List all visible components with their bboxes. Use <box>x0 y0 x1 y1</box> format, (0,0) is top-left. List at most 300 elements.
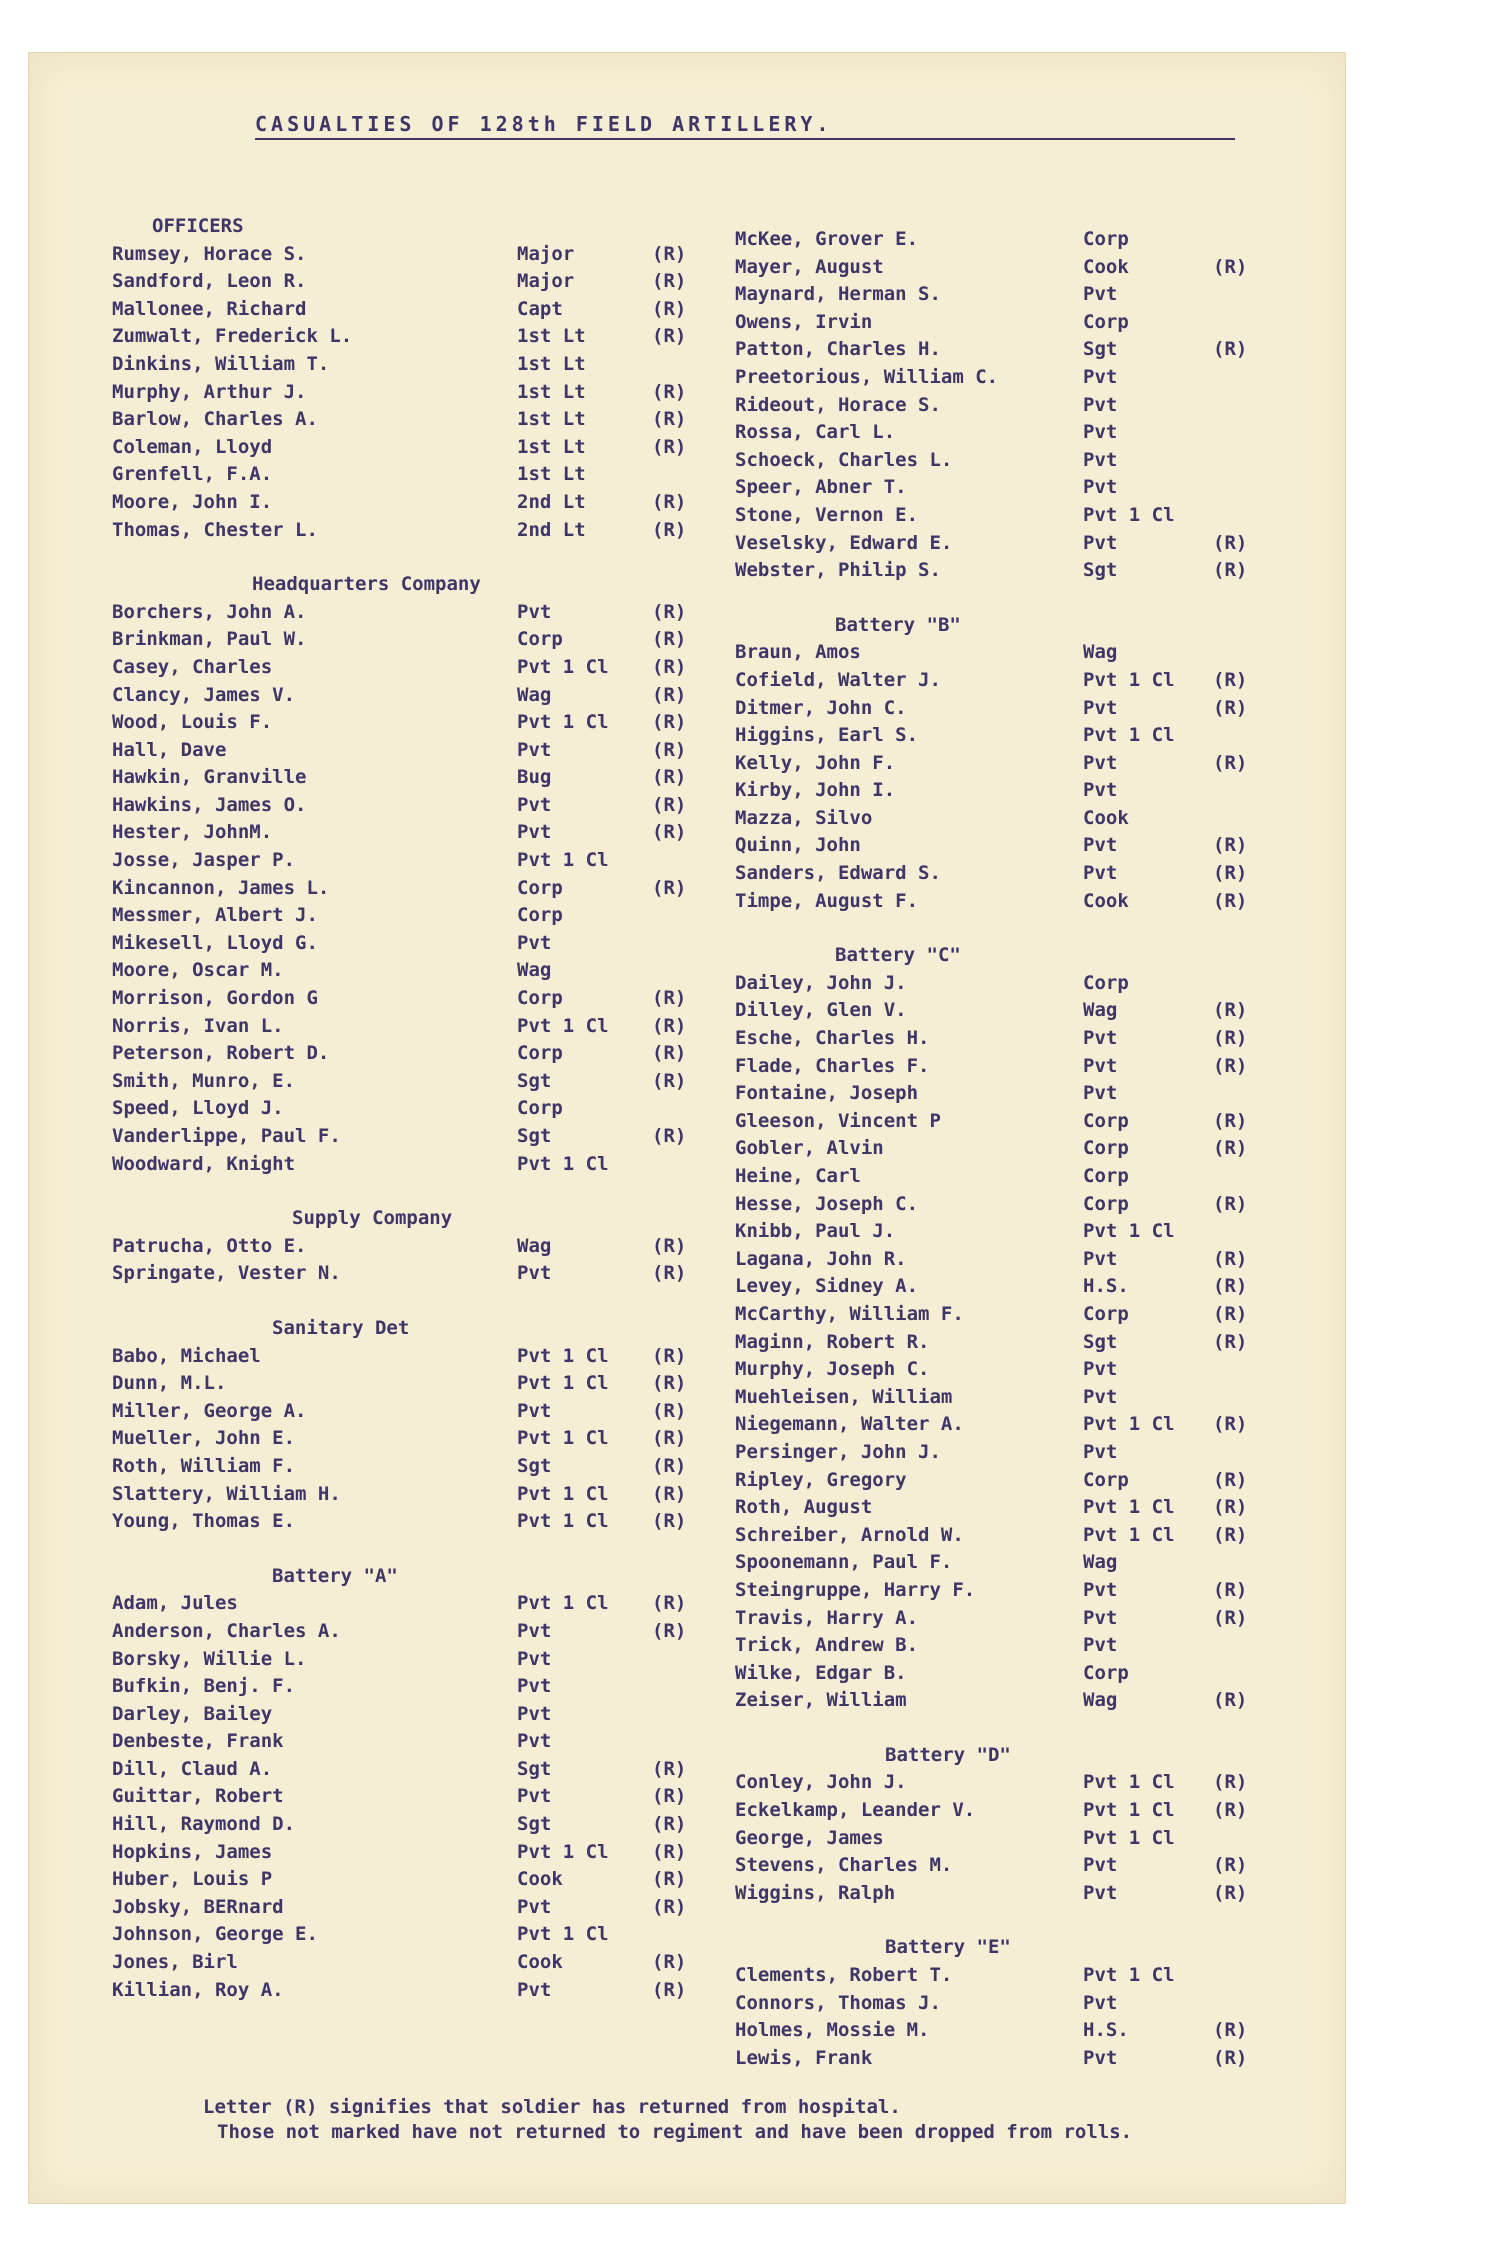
rank: Pvt <box>517 1785 552 1808</box>
rank: Major <box>517 242 575 265</box>
returned-mark: (R) <box>1213 1578 1248 1601</box>
rank: Sgt <box>517 1757 552 1780</box>
returned-mark: (R) <box>1213 1413 1248 1436</box>
soldier-name: Ripley, Gregory <box>735 1468 907 1491</box>
soldier-name: Brinkman, Paul W. <box>112 628 307 651</box>
rank: Pvt <box>1083 1082 1118 1105</box>
rank: Pvt 1 Cl <box>1083 1826 1175 1849</box>
soldier-name: Gleeson, Vincent P <box>735 1109 941 1132</box>
roster-row <box>112 1068 722 1096</box>
returned-mark: (R) <box>652 380 687 403</box>
soldier-name: Ditmer, John C. <box>735 696 907 719</box>
section-heading: Battery "E" <box>885 1936 1011 1959</box>
soldier-name: Adam, Jules <box>112 1592 238 1615</box>
rank: Pvt 1 Cl <box>1083 1220 1175 1243</box>
soldier-name: Webster, Philip S. <box>735 559 941 582</box>
rank: Pvt 1 Cl <box>1083 668 1175 691</box>
roster-row <box>735 1025 1295 1053</box>
soldier-name: Owens, Irvin <box>735 310 873 333</box>
roster-row <box>112 1673 722 1701</box>
returned-mark: (R) <box>1213 338 1248 361</box>
returned-mark: (R) <box>652 683 687 706</box>
soldier-name: Guittar, Robert <box>112 1785 284 1808</box>
rank: Corp <box>517 1042 563 1065</box>
rank: Corp <box>517 876 563 899</box>
soldier-name: Zeiser, William <box>735 1689 907 1712</box>
roster-row <box>112 1123 722 1151</box>
soldier-name: Dinkins, William T. <box>112 352 330 375</box>
soldier-name: Esche, Charles H. <box>735 1027 930 1050</box>
soldier-name: Killian, Roy A. <box>112 1978 284 2001</box>
rank: Pvt <box>517 1895 552 1918</box>
rank: 2nd Lt <box>517 518 586 541</box>
rank: Pvt <box>517 1675 552 1698</box>
roster-row <box>735 805 1295 833</box>
roster-row <box>112 1481 722 1509</box>
soldier-name: George, James <box>735 1826 884 1849</box>
returned-mark: (R) <box>1213 2019 1248 2042</box>
rank: Pvt <box>1083 448 1118 471</box>
returned-mark: (R) <box>1213 668 1248 691</box>
rank: Wag <box>517 683 552 706</box>
rank: Pvt <box>517 1978 552 2001</box>
rank: Pvt 1 Cl <box>1083 724 1175 747</box>
soldier-name: Higgins, Earl S. <box>735 724 919 747</box>
soldier-name: Muehleisen, William <box>735 1385 953 1408</box>
returned-mark: (R) <box>652 1978 687 2001</box>
rank: Pvt <box>517 1262 552 1285</box>
rank: Corp <box>517 1097 563 1120</box>
roster-row <box>112 599 722 627</box>
rank: Pvt <box>517 1730 552 1753</box>
soldier-name: McCarthy, William F. <box>735 1302 964 1325</box>
soldier-name: Connors, Thomas J. <box>735 1991 941 2014</box>
rank: Pvt <box>517 738 552 761</box>
roster-row <box>112 1590 722 1618</box>
roster-row <box>112 902 722 930</box>
returned-mark: (R) <box>652 766 687 789</box>
roster-row <box>735 419 1295 447</box>
roster-row <box>112 1811 722 1839</box>
soldier-name: Sanders, Edward S. <box>735 862 941 885</box>
roster-row <box>735 1108 1295 1136</box>
soldier-name: Trick, Andrew B. <box>735 1634 919 1657</box>
rank: 1st Lt <box>517 435 586 458</box>
roster-row <box>112 1343 722 1371</box>
returned-mark: (R) <box>1213 1496 1248 1519</box>
soldier-name: Denbeste, Frank <box>112 1730 284 1753</box>
returned-mark: (R) <box>652 490 687 513</box>
soldier-name: Niegemann, Walter A. <box>735 1413 964 1436</box>
roster-row <box>735 1880 1295 1908</box>
soldier-name: Roth, William F. <box>112 1454 296 1477</box>
soldier-name: Darley, Bailey <box>112 1702 273 1725</box>
returned-mark: (R) <box>1213 862 1248 885</box>
rank: Pvt <box>1083 1578 1118 1601</box>
rank: Sgt <box>517 1069 552 1092</box>
soldier-name: Maynard, Herman S. <box>735 283 941 306</box>
rank: Pvt <box>1083 1027 1118 1050</box>
soldier-name: Miller, George A. <box>112 1399 307 1422</box>
roster-row <box>735 667 1295 695</box>
returned-mark: (R) <box>652 1592 687 1615</box>
roster-row <box>112 1233 722 1261</box>
rank: Corp <box>1083 228 1129 250</box>
returned-mark: (R) <box>652 600 687 623</box>
rank: Pvt <box>1083 1606 1118 1629</box>
soldier-name: Flade, Charles F. <box>735 1054 930 1077</box>
roster-row <box>735 1384 1295 1412</box>
rank: Sgt <box>517 1813 552 1836</box>
roster-row <box>735 722 1295 750</box>
roster-row <box>735 695 1295 723</box>
rank: Sgt <box>1083 559 1118 582</box>
soldier-name: Mazza, Silvo <box>735 806 873 829</box>
rank: Pvt <box>1083 1440 1118 1463</box>
returned-mark: (R) <box>652 711 687 734</box>
soldier-name: Rumsey, Horace S. <box>112 242 307 265</box>
returned-mark: (R) <box>1213 1109 1248 1132</box>
rank: Wag <box>1083 1551 1118 1574</box>
roster-row <box>112 1040 722 1068</box>
soldier-name: Vanderlippe, Paul F. <box>112 1125 341 1147</box>
roster-row <box>112 1701 722 1729</box>
soldier-name: Preetorious, William C. <box>735 365 999 388</box>
soldier-name: Borchers, John A. <box>112 600 307 623</box>
returned-mark: (R) <box>652 1510 687 1533</box>
rank: 1st Lt <box>517 352 586 375</box>
soldier-name: Veselsky, Edward E. <box>735 531 953 554</box>
soldier-name: Thomas, Chester L. <box>112 518 318 541</box>
section-entries <box>735 970 1295 1715</box>
rank: Pvt <box>517 1399 552 1422</box>
rank: Pvt 1 Cl <box>1083 1496 1175 1519</box>
roster-row <box>112 1260 722 1288</box>
rank: Sgt <box>517 1125 552 1147</box>
soldier-name: Johnson, George E. <box>112 1923 318 1946</box>
returned-mark: (R) <box>652 325 687 348</box>
returned-mark: (R) <box>652 1895 687 1918</box>
roster-row <box>735 447 1295 475</box>
returned-mark: (R) <box>1213 1881 1248 1904</box>
section-entries <box>735 639 1295 915</box>
returned-mark: (R) <box>1213 889 1248 912</box>
rank: Wag <box>1083 1689 1118 1712</box>
soldier-name: Casey, Charles <box>112 655 273 678</box>
roster-row <box>112 1398 722 1426</box>
roster-row <box>735 970 1295 998</box>
rank: Pvt <box>1083 1247 1118 1270</box>
returned-mark: (R) <box>652 1344 687 1367</box>
rank: Pvt 1 Cl <box>517 1482 609 1505</box>
rank: Pvt <box>1083 283 1118 306</box>
rank: Pvt 1 Cl <box>517 1152 609 1175</box>
returned-mark: (R) <box>652 1427 687 1450</box>
rank: Corp <box>1083 1165 1129 1187</box>
returned-mark: (R) <box>1213 1606 1248 1629</box>
soldier-name: Clements, Robert T. <box>735 1964 953 1987</box>
roster-row <box>112 1646 722 1674</box>
roster-row <box>112 1921 722 1949</box>
rank: Corp <box>517 904 563 927</box>
returned-mark: (R) <box>652 1125 687 1147</box>
rank: Pvt <box>1083 1634 1118 1657</box>
returned-mark: (R) <box>1213 696 1248 719</box>
returned-mark: (R) <box>1213 1854 1248 1877</box>
soldier-name: Speer, Abner T. <box>735 476 907 499</box>
roster-row <box>735 1962 1295 1990</box>
soldier-name: Springate, Vester N. <box>112 1262 341 1285</box>
roster-row <box>735 1411 1295 1439</box>
rank: Cook <box>1083 255 1129 278</box>
returned-mark: (R) <box>1213 834 1248 857</box>
returned-mark: (R) <box>1213 1275 1248 1298</box>
returned-mark: (R) <box>1213 1302 1248 1325</box>
soldier-name: Smith, Munro, E. <box>112 1069 296 1092</box>
rank: Cook <box>1083 889 1129 912</box>
soldier-name: Mueller, John E. <box>112 1427 296 1450</box>
rank: Pvt 1 Cl <box>517 1427 609 1450</box>
section-heading: Battery "D" <box>885 1743 1011 1766</box>
returned-mark: (R) <box>652 1951 687 1974</box>
roster-row <box>735 777 1295 805</box>
roster-row <box>735 860 1295 888</box>
roster-row <box>112 241 722 269</box>
returned-mark: (R) <box>652 1454 687 1477</box>
rank: Pvt <box>1083 696 1118 719</box>
rank: Pvt 1 Cl <box>517 1592 609 1615</box>
soldier-name: Wiggins, Ralph <box>735 1881 896 1904</box>
soldier-name: Mallonee, Richard <box>112 297 307 320</box>
rank: Pvt <box>1083 751 1118 774</box>
roster-row <box>735 2017 1295 2045</box>
rank: Sgt <box>517 1454 552 1477</box>
roster-row <box>112 957 722 985</box>
soldier-name: Maginn, Robert R. <box>735 1330 930 1353</box>
returned-mark: (R) <box>652 1868 687 1891</box>
roster-row <box>735 1218 1295 1246</box>
roster-row <box>735 1549 1295 1577</box>
rank: Pvt 1 Cl <box>517 655 609 678</box>
soldier-name: Fontaine, Joseph <box>735 1082 919 1105</box>
soldier-name: Borsky, Willie L. <box>112 1647 307 1670</box>
roster-row <box>735 530 1295 558</box>
roster-row <box>112 1618 722 1646</box>
roster-row <box>735 1632 1295 1660</box>
returned-mark: (R) <box>652 1042 687 1065</box>
returned-mark: (R) <box>652 1840 687 1863</box>
returned-mark: (R) <box>652 1482 687 1505</box>
soldier-name: Babo, Michael <box>112 1344 261 1367</box>
roster-row <box>112 819 722 847</box>
returned-mark: (R) <box>1213 1137 1248 1160</box>
returned-mark: (R) <box>652 1619 687 1642</box>
soldier-name: Heine, Carl <box>735 1165 861 1187</box>
rank: Capt <box>517 297 563 320</box>
soldier-name: Norris, Ivan L. <box>112 1014 284 1037</box>
rank: Corp <box>517 987 563 1010</box>
rank: Pvt <box>517 793 552 816</box>
roster-row <box>735 1990 1295 2018</box>
section-heading: Battery "B" <box>835 613 961 636</box>
soldier-name: Jobsky, BERnard <box>112 1895 284 1918</box>
roster-row <box>735 1605 1295 1633</box>
soldier-name: Knibb, Paul J. <box>735 1220 896 1243</box>
rank: Pvt 1 Cl <box>1083 1523 1175 1546</box>
soldier-name: McKee, Grover E. <box>735 228 919 250</box>
roster-row <box>735 1080 1295 1108</box>
returned-mark: (R) <box>652 518 687 541</box>
returned-mark: (R) <box>652 1234 687 1257</box>
roster-row <box>112 709 722 737</box>
soldier-name: Mayer, August <box>735 255 884 278</box>
soldier-name: Kincannon, James L. <box>112 876 330 899</box>
returned-mark: (R) <box>652 655 687 678</box>
rank: Pvt 1 Cl <box>517 1014 609 1037</box>
section-entries <box>112 241 722 545</box>
roster-row <box>735 1246 1295 1274</box>
soldier-name: Stevens, Charles M. <box>735 1854 953 1877</box>
roster-row <box>112 654 722 682</box>
rank: Pvt 1 Cl <box>1083 1413 1175 1436</box>
soldier-name: Young, Thomas E. <box>112 1510 296 1533</box>
soldier-name: Hall, Dave <box>112 738 227 761</box>
footer-note <box>203 2095 1132 2145</box>
soldier-name: Spoonemann, Paul F. <box>735 1551 953 1574</box>
roster-row <box>735 392 1295 420</box>
soldier-name: Lagana, John R. <box>735 1247 907 1270</box>
soldier-name: Persinger, John J. <box>735 1440 941 1463</box>
rank: Pvt <box>1083 1385 1118 1408</box>
soldier-name: Levey, Sidney A. <box>735 1275 919 1298</box>
returned-mark: (R) <box>652 297 687 320</box>
returned-mark: (R) <box>652 821 687 844</box>
rank: 1st Lt <box>517 408 586 431</box>
rank: Pvt <box>517 600 552 623</box>
roster-row <box>112 1977 722 2005</box>
rank: H.S. <box>1083 1275 1129 1298</box>
returned-mark: (R) <box>1213 559 1248 582</box>
soldier-name: Cofield, Walter J. <box>735 668 941 691</box>
returned-mark: (R) <box>1213 1027 1248 1050</box>
page-title: CASUALTIES OF 128th FIELD ARTILLERY. <box>255 112 1235 140</box>
soldier-name: Barlow, Charles A. <box>112 408 318 431</box>
roster-row <box>112 875 722 903</box>
soldier-name: Dailey, John J. <box>735 971 907 994</box>
soldier-name: Grenfell, F.A. <box>112 463 273 486</box>
roster-row <box>735 474 1295 502</box>
roster-row <box>112 764 722 792</box>
rank: Pvt <box>517 931 552 954</box>
returned-mark: (R) <box>652 1372 687 1395</box>
soldier-name: Kelly, John F. <box>735 751 896 774</box>
rank: Pvt 1 Cl <box>1083 1799 1175 1822</box>
rank: Pvt <box>1083 862 1118 885</box>
rank: Pvt <box>1083 393 1118 416</box>
rank: Corp <box>517 628 563 651</box>
soldier-name: Dilley, Glen V. <box>735 999 907 1022</box>
returned-mark: (R) <box>1213 255 1248 278</box>
soldier-name: Lewis, Frank <box>735 2046 873 2069</box>
section-entries <box>112 1590 722 2004</box>
soldier-name: Dunn, M.L. <box>112 1372 227 1395</box>
soldier-name: Gobler, Alvin <box>735 1137 884 1160</box>
soldier-name: Hawkin, Granville <box>112 766 307 789</box>
soldier-name: Clancy, James V. <box>112 683 296 706</box>
right-column <box>735 226 1295 2072</box>
soldier-name: Slattery, William H. <box>112 1482 341 1505</box>
roster-row <box>112 792 722 820</box>
section-heading: Sanitary Det <box>272 1316 410 1339</box>
roster-row <box>112 1949 722 1977</box>
roster-row <box>735 226 1295 254</box>
roster-row <box>735 832 1295 860</box>
roster-row <box>112 1866 722 1894</box>
rank: Pvt 1 Cl <box>1083 503 1175 526</box>
rank: Pvt 1 Cl <box>517 849 609 872</box>
returned-mark: (R) <box>652 408 687 431</box>
roster-row <box>112 351 722 379</box>
roster-row <box>735 1852 1295 1880</box>
soldier-name: Woodward, Knight <box>112 1152 296 1175</box>
soldier-name: Murphy, Joseph C. <box>735 1358 930 1381</box>
soldier-name: Zumwalt, Frederick L. <box>112 325 353 348</box>
roster-row <box>112 406 722 434</box>
roster-row <box>735 309 1295 337</box>
rank: Sgt <box>1083 1330 1118 1353</box>
section-heading: OFFICERS <box>152 215 244 237</box>
rank: Pvt <box>1083 1881 1118 1904</box>
rank: Corp <box>1083 971 1129 994</box>
roster-row <box>735 888 1295 916</box>
rank: Corp <box>1083 1137 1129 1160</box>
rank: Corp <box>1083 1192 1129 1215</box>
roster-row <box>735 1301 1295 1329</box>
rank: 1st Lt <box>517 380 586 403</box>
roster-row <box>112 379 722 407</box>
soldier-name: Mikesell, Lloyd G. <box>112 931 318 954</box>
rank: Pvt <box>1083 779 1118 802</box>
soldier-name: Hesse, Joseph C. <box>735 1192 919 1215</box>
returned-mark: (R) <box>1213 1523 1248 1546</box>
section-heading: Supply Company <box>292 1207 453 1230</box>
roster-row <box>735 1356 1295 1384</box>
rank: 1st Lt <box>517 463 586 486</box>
section-entries <box>112 1233 722 1288</box>
rank: Pvt 1 Cl <box>517 1923 609 1946</box>
rank: 2nd Lt <box>517 490 586 513</box>
roster-row <box>735 281 1295 309</box>
rank: Pvt <box>1083 1991 1118 2014</box>
roster-row <box>735 364 1295 392</box>
returned-mark: (R) <box>652 987 687 1010</box>
rank: Pvt 1 Cl <box>1083 1964 1175 1987</box>
rank: Corp <box>1083 310 1129 333</box>
section-entries <box>735 1769 1295 1907</box>
roster-row <box>112 1728 722 1756</box>
roster-row <box>735 997 1295 1025</box>
roster-row <box>735 1439 1295 1467</box>
rank: Pvt <box>1083 476 1118 499</box>
rank: Wag <box>517 1234 552 1257</box>
returned-mark: (R) <box>652 1813 687 1836</box>
rank: Wag <box>517 959 552 982</box>
rank: Pvt 1 Cl <box>1083 1771 1175 1794</box>
rank: Sgt <box>1083 338 1118 361</box>
roster-row <box>735 639 1295 667</box>
soldier-name: Roth, August <box>735 1496 873 1519</box>
roster-row <box>112 626 722 654</box>
